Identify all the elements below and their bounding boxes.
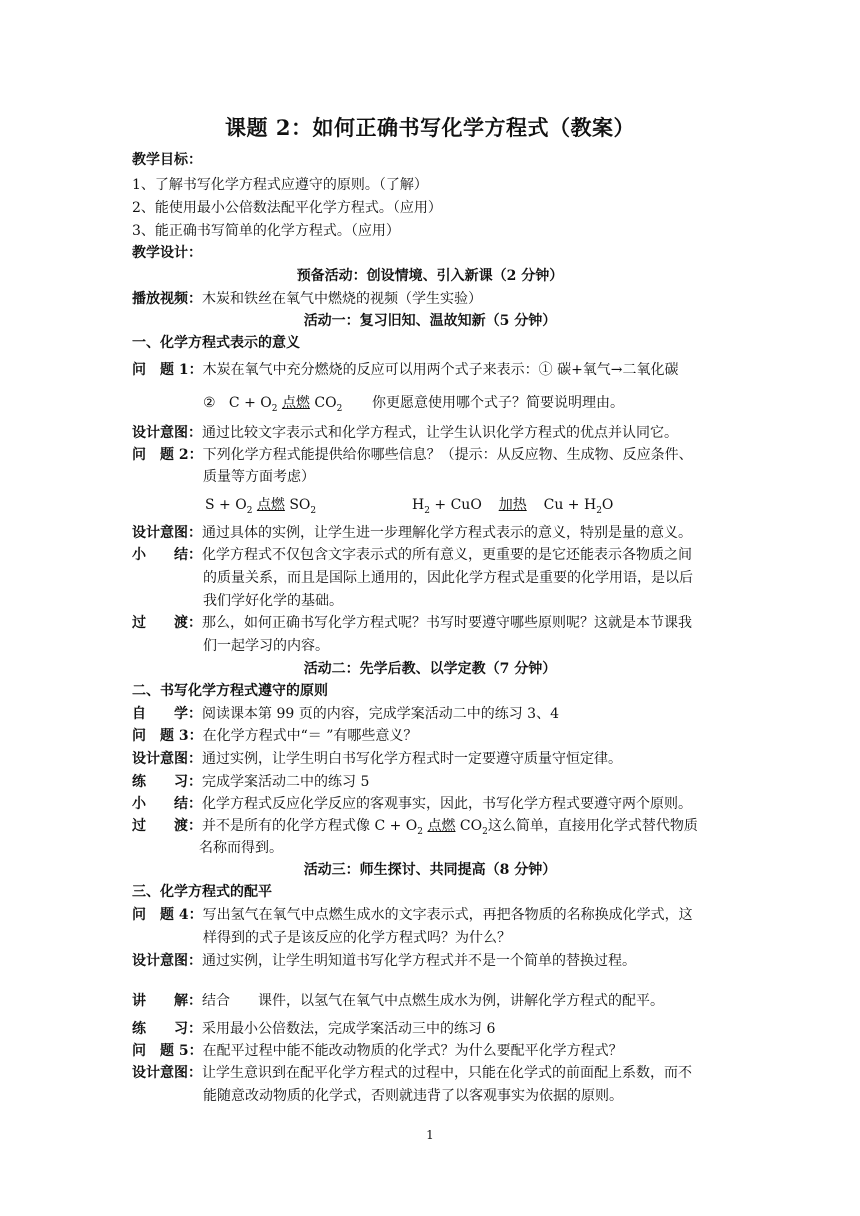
equation-right: CO <box>314 395 337 411</box>
paragraph-text: 下列化学方程式能提供给你哪些信息？（提示：从反应物、生成物、反应条件、 <box>202 447 693 463</box>
paragraph <box>132 289 482 309</box>
reaction-condition: 加热 <box>498 497 527 513</box>
section-label: 教学设计： <box>132 245 202 261</box>
equation-right: O <box>601 497 614 513</box>
paragraph <box>132 1041 623 1061</box>
paragraph-continuation: 能随意改动物质的化学式，否则就违背了以客观事实为依据的原则。 <box>203 1088 623 1104</box>
paragraph-text: 化学方程式反应化学反应的客观事实，因此，书写化学方程式要遵守两个原则。 <box>202 796 692 812</box>
paragraph-label: 问 题 3： <box>132 728 203 744</box>
paragraph <box>132 1019 495 1039</box>
paragraph <box>132 523 692 543</box>
equation-right: CO <box>459 818 483 834</box>
paragraph-text: 通过实例，让学生明白书写化学方程式时一定要遵守质量守恒定律。 <box>202 751 622 767</box>
paragraph <box>132 1063 692 1083</box>
paragraph-text: 通过比较文字表示式和化学方程式，让学生认识化学方程式的优点并认同它。 <box>202 425 678 441</box>
paragraph-text: 你更愿意使用哪个式子？简要说明理由。 <box>372 395 624 411</box>
objective-1: 1、了解书写化学方程式应遵守的原则。（了解） <box>132 177 428 193</box>
paragraph <box>132 794 692 814</box>
objective-3: 3、能正确书写简单的化学方程式。（应用） <box>132 223 400 239</box>
paragraph-text: 在配平过程中能不能改动物质的化学式？为什么要配平化学方程式？ <box>202 1043 623 1059</box>
paragraph-label: 问 题 4： <box>132 907 203 923</box>
reaction-condition: 点燃 <box>256 497 285 513</box>
reaction-condition: 点燃 <box>427 818 456 834</box>
activity-heading: 活动一：复习旧知、温故知新（5 分钟） <box>303 313 557 329</box>
paragraph <box>132 726 417 746</box>
paragraph-label: 过 渡： <box>132 615 202 631</box>
subscript: 2 <box>336 403 343 414</box>
paragraph-label: 小 结： <box>132 796 202 812</box>
paragraph-label: 问 题 1： <box>132 362 203 378</box>
paragraph-text: 那么，如何正确书写化学方程式呢？书写时要遵守哪些原则呢？这就是本节课我 <box>202 615 692 631</box>
paragraph <box>132 951 636 971</box>
paragraph-label: 设计意图： <box>132 425 202 441</box>
paragraph-label: 问 题 5： <box>132 1043 203 1059</box>
paragraph-continuation: 我们学好化学的基础。 <box>203 593 343 609</box>
paragraph <box>132 445 693 465</box>
equation-right: Cu + H <box>543 497 597 513</box>
paragraph <box>132 423 678 443</box>
paragraph-label: 设计意图： <box>132 751 202 767</box>
equation-right: SO <box>289 497 311 513</box>
equation-hydrogen <box>412 495 613 521</box>
paragraph-continuation: 们一起学习的内容。 <box>203 638 329 654</box>
paragraph-continuation: 名称而得到。 <box>199 840 283 856</box>
paragraph-label: 播放视频： <box>132 291 202 307</box>
section-heading: 三、化学方程式的配平 <box>132 884 272 900</box>
document-title: 课题 2：如何正确书写化学方程式（教案） <box>225 115 635 140</box>
equation-sulfur <box>205 495 316 521</box>
paragraph-text: 完成学案活动二中的练习 5 <box>202 774 370 790</box>
paragraph-label: 小 结： <box>132 547 202 563</box>
paragraph-text: 并不是所有的化学方程式像 C + O <box>202 818 418 834</box>
paragraph-text: 写出氢气在氧气中点燃生成水的文字表示式，再把各物质的名称换成化学式，这 <box>202 907 693 923</box>
circled-number: ② <box>203 395 216 411</box>
objective-2: 2、能使用最小公倍数法配平化学方程式。（应用） <box>132 200 442 216</box>
paragraph <box>132 545 692 565</box>
equation-left: C + O <box>228 395 272 411</box>
paragraph <box>132 991 664 1011</box>
subscript: 2 <box>596 505 602 516</box>
paragraph-continuation: 样得到的式子是该反应的化学方程式吗？为什么？ <box>203 930 511 946</box>
paragraph <box>132 704 559 724</box>
paragraph-label: 练 习： <box>132 774 202 790</box>
reaction-condition: 点燃 <box>281 395 310 411</box>
section-label: 教学目标： <box>132 152 202 168</box>
subscript: 2 <box>246 505 253 516</box>
activity-heading: 活动二：先学后教、以学定教（7 分钟） <box>303 661 557 677</box>
paragraph-label: 过 渡： <box>132 818 202 834</box>
paragraph-text: 化学方程式不仅包含文字表示式的所有意义，更重要的是它还能表示各物质之间 <box>202 547 692 563</box>
paragraph-text: 木炭和铁丝在氧气中燃烧的视频（学生实验） <box>202 291 482 307</box>
page-number: 1 <box>426 1128 434 1142</box>
subscript: 2 <box>271 403 278 414</box>
paragraph-label: 练 习： <box>132 1021 202 1037</box>
subscript: 2 <box>417 826 424 837</box>
paragraph-text: 在化学方程式中“＝ ”有哪些意义？ <box>202 728 418 744</box>
equation-left: H <box>412 497 425 513</box>
subscript: 2 <box>424 505 430 516</box>
paragraph <box>132 613 692 633</box>
paragraph <box>132 772 369 792</box>
paragraph <box>132 360 679 380</box>
paragraph-text: 这么简单，直接用化学式替代物质 <box>487 818 698 834</box>
paragraph-label: 设计意图： <box>132 953 202 969</box>
paragraph-label: 自 学： <box>132 706 202 722</box>
paragraph-label: 讲 解： <box>132 993 202 1009</box>
activity-heading: 活动三：师生探讨、共同提高（8 分钟） <box>303 862 557 878</box>
section-heading: 二、书写化学方程式遵守的原则 <box>132 683 328 699</box>
equation-left: S + O <box>205 497 247 513</box>
paragraph-text: 通过具体的实例，让学生进一步理解化学方程式表示的意义，特别是量的意义。 <box>202 525 692 541</box>
paragraph-label: 设计意图： <box>132 1065 202 1081</box>
paragraph-text: 让学生意识到在配平化学方程式的过程中，只能在化学式的前面配上系数，而不 <box>202 1065 692 1081</box>
paragraph-continuation: 的质量关系，而且是国际上通用的，因此化学方程式是重要的化学用语，是以后 <box>203 570 693 586</box>
paragraph-text: 通过实例，让学生明知道书写化学方程式并不是一个简单的替换过程。 <box>202 953 636 969</box>
paragraph-label: 问 题 2： <box>132 447 203 463</box>
equation-left: + CuO <box>429 497 482 513</box>
equation-row <box>203 393 342 419</box>
activity-heading: 预备活动：创设情境、引入新课（2 分钟） <box>296 268 564 284</box>
subscript: 2 <box>482 826 488 837</box>
paragraph <box>132 905 693 925</box>
paragraph-text: 木炭在氧气中充分燃烧的反应可以用两个式子来表示：① 碳+氧气→二氧化碳 <box>202 362 679 378</box>
paragraph-continuation: 质量等方面考虑） <box>203 469 315 485</box>
section-heading: 一、化学方程式表示的意义 <box>132 335 300 351</box>
paragraph <box>132 749 622 769</box>
paragraph-text: 阅读课本第 99 页的内容，完成学案活动二中的练习 3、4 <box>202 706 559 722</box>
paragraph-text: 采用最小公倍数法，完成学案活动三中的练习 6 <box>202 1021 496 1037</box>
subscript: 2 <box>310 505 317 516</box>
paragraph-label: 设计意图： <box>132 525 202 541</box>
paragraph-text: 结合 课件，以氢气在氧气中点燃生成水为例，讲解化学方程式的配平。 <box>202 993 664 1009</box>
